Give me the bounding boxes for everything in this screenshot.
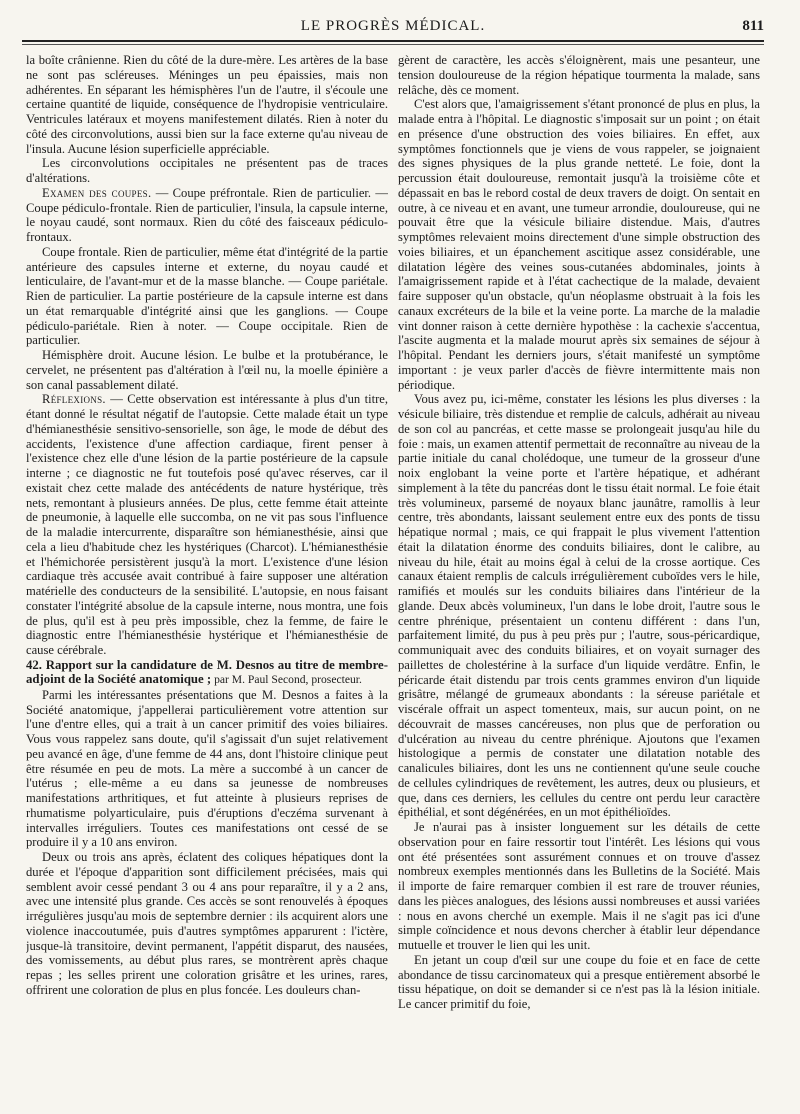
right-column [398, 53, 760, 1103]
left-column [26, 53, 388, 1103]
paragraph [26, 186, 388, 245]
header-rule-thick [22, 40, 764, 42]
paragraph: En jetant un coup d'œil sur une coupe du foie et en face de cette abondance de tissu carcinomateux qui a presque entièrement absorbé le tissu hépatique, on doit se demander si ce n'est pas là la lésion initiale. Le cancer primitif du foie, [398, 952, 760, 1011]
paragraph: Parmi les intéressantes présentations que M. Desnos a faites à la Société anatomique, j'appellerai particulièrement votre attention sur l'une d'entre elles, qui a trait à un cancer primitif des voies biliaires. Vous vous rappelez sans doute, qu'il s'agissait d'un sujet relativement peu avancé en âge, d'une femme de 44 ans, dont l'histoire clinique peut être résumée en peu de mots. La mère a succombé à un cancer de l'utérus ; elle-même a eu dans sa jeunesse de nombreuses manifestations arthritiques, et fut atteinte à plusieurs reprises de rhumatisme polyarticulaire, puis d'éruptions d'eczéma survenant à intervalles irréguliers. Toutes ces manifestations ont cessé de se produire il y a 10 ans environ. [26, 687, 388, 850]
section-label: Examen des coupes. [42, 185, 152, 200]
paragraph: Vous avez pu, ici-même, constater les lésions les plus diverses : la vésicule biliaire, très distendue et remplie de calculs, adhérait au niveau de son col au pancréas, et cette masse se prolongeait jusqu'au hile du foie : mais, un examen attentif permettait de reconnaître au niveau de la partie initiale du canal cholédoque, une tumeur de la grosseur d'une noix englobant la veine porte et l'artère hépatique, et adhérant simplement à la tête du pancréas dont le tissu était normal. Le foie était très volumineux, parsemé de noyaux blanc jaunâtre, ramollis à leur centre, très abondants, laissant seulement entre eux des ponts de tissu hépatique normal ; mais, ce qui frappait le plus vivement l'attention était la dilatation énorme des conduits biliaires, dont le calibre, au niveau du hile, était au moins égal à celui de la crosse aortique. Ces canaux étaient remplis de calculs irrégulièrement cuboïdes vers le hile, ramifiés et moulés sur les conduits biliaires dans l'intérieur de la glande. Deux abcès volumineux, l'un dans le lobe droit, l'autre sous le centre phrénique, présentaient un contenu différent : dans l'un, parfaitement limité, du pus à peu près pur ; l'autre, sous-péricardique, communiquait avec des conduits biliaires, et on voyait surnager des paillettes de cholestérine à la surface d'un liquide verdâtre. Enfin, le péricarde était distendu par trois cents grammes environ d'un liquide grisâtre, mélangé de grumeaux abondants : la séreuse pariétale et viscérale offrait un aspect tomenteux, mais, sur aucun point, on ne découvrait de masses cancéreuses, non plus que de perforation ou d'ulcération au niveau du centre phrénique. Ajoutons que l'examen histologique a permis de constater une dilatation notable des canalicules biliaires, dont les uns ne contiennent qu'une seule couche de cellules cylindriques de revêtement, les autres, deux ou plusieurs, et que, dans ces derniers, les cellules du centre ont perdu leur caractère épithélial, et sont dégénérées, en un mot épithélioïdes. [398, 392, 760, 820]
journal-title: LE PROGRÈS MÉDICAL. [300, 18, 486, 34]
page-number: 811 [742, 18, 764, 34]
paragraph [26, 392, 388, 658]
paragraph: Coupe frontale. Rien de particulier, même état d'intégrité de la partie antérieure des capsules interne et externe, du noyau caudé et lenticulaire, de l'avant-mur et de la masse blanche. — Coupe pariétale. Rien de particulier. La partie postérieure de la capsule interne est dans un état remarquable d'intégrité ainsi que les ganglions. — Coupe pédiculo-pariétale. Rien à noter. — Coupe occipitale. Rien de particulier. [26, 244, 388, 348]
running-header [22, 16, 764, 38]
paragraph-text: — Coupe préfrontale. Rien de particulier. — Coupe pédiculo-frontale. Rien de particulier, l'insula, la capsule interne, le noyau caudé, sont normaux. Rien du côté des faisceaux pédiculo-frontaux. [26, 185, 388, 244]
article-heading [26, 658, 388, 688]
paragraph: gèrent de caractère, les accès s'éloignèrent, mais une pesanteur, une tension douloureuse de la région hépatique tourmenta la malade, sans relâche, dès ce moment. [398, 53, 760, 97]
header-rule-thin [22, 44, 764, 45]
paragraph: Hémisphère droit. Aucune lésion. Le bulbe et la protubérance, le cervelet, ne présentent pas d'altération à l'œil nu, la moelle épinière a son canal passablement dilaté. [26, 348, 388, 392]
article-title: 42. Rapport sur la candidature de M. Desnos au titre de membre-adjoint de la Société anatomique ; [26, 657, 388, 687]
paragraph: Les circonvolutions occipitales ne présentent pas de traces d'altérations. [26, 156, 388, 185]
paragraph: Je n'aurai pas à insister longuement sur les détails de cette observation pour en faire ressortir tout l'intérêt. Les lésions qui vous ont été présentées sont assurément connues et on trouve d'assez nombreux exemples mentionnés dans les Bulletins de la Société. Mais il importe de faire remarquer combien il est rare de trouver réunies, dans les pièces analogues, des lésions aussi nombreuses et aussi variées : nous en avons cherché un exemple. Mais il ne s'agit pas ici d'une simple coïncidence et nous devons chercher à établir leur dépendance mutuelle et trouver le lien qui les unit. [398, 820, 760, 952]
section-label: Réflexions. [42, 392, 106, 407]
paragraph-text: — Cette observation est intéressante à plus d'un titre, étant donné le résultat négatif de l'autopsie. Cette malade était un type d'hémianesthésie sensitivo-sensorielle, son âge, le mode de début des accidents, l'existence d'une affection cardiaque, firent penser à l'existence chez elle d'une lésion de la partie postérieure de la capsule interne ; ce diagnostic ne fut toutefois posé qu'avec réserves, car il existait chez cette malade des antécédents de nature hystérique, très nets, remontant à plusieurs années. De plus, cette femme était atteinte de pneumonie, à laquelle elle succomba, on ne vit pas sous l'influence de la maladie intercurrente, disparaître son hémianesthésie, ainsi que cela a lieu d'habitude chez les hystériques (Charcot). L'hémianesthésie et l'hémichorée persistèrent jusqu'à la mort. L'existence d'une lésion cardiaque très accusée avait contribué à faire supposer une altération matérielle des conducteurs de la sensibilité. L'autopsie, en nous faisant constater l'intégrité absolue de la capsule interne, nous montra, une fois de plus, qu'il est à peu près impossible, chez la femme, de faire le diagnostic entre l'hémianesthésie hystérique et l'hémianesthésie de cause cérébrale. [26, 392, 388, 657]
article-author: par M. Paul Second, prosecteur. [211, 673, 362, 687]
paragraph: Deux ou trois ans après, éclatent des coliques hépatiques dont la durée et l'époque d'apparition sont difficilement précisées, mais qui semblent avoir cessé pendant 3 ou 4 ans pour reparaître, il y a 2 ans, avec une intensité plus grande. Ces accès se sont renouvelés à époques irrégulières jusqu'au mois de septembre dernier : ils acquirent alors une violence inaccoutumée, puis d'autres symptômes apparurent : l'ictère, jusque-là transitoire, devint permanent, l'appétit disparut, des nausées, des vomissements, au début plus rares, se montrèrent après chaque repas ; les selles prirent une coloration grisâtre et les urines, rares, offrirent une coloration de plus en plus foncée. Les douleurs chan- [26, 850, 388, 997]
paragraph: la boîte crânienne. Rien du côté de la dure-mère. Les artères de la base ne sont pas scléreuses. Méninges un peu épaissies, mais non adhérentes. En séparant les hémisphères l'un de l'autre, il s'écoule une certaine quantité de liquide, conséquence de l'hydropisie ventriculaire. Ventricules latéraux et moyens manifestement dilatés. Rien à noter du côté des circonvolutions, aussi bien sur la face externe qu'au niveau de l'insula. Aucune lésion superficielle appréciable. [26, 53, 388, 156]
paragraph: C'est alors que, l'amaigrissement s'étant prononcé de plus en plus, la malade entra à l'hôpital. Le diagnostic s'imposait sur un point ; on était en présence d'une obstruction des voies biliaires. En effet, aux symptômes fonctionnels que je viens de vous rappeler, se joignaient des signes physiques de la plus grande netteté. Le foie, dont la percussion était douloureuse, remontait jusqu'à la troisième côte et dépassait en bas le rebord costal de deux travers de doigt. On sentait en outre, à ce niveau et en avant, une tumeur arrondie, douloureuse, qui ne pouvait être que la vésicule biliaire distendue. Mais, d'autres symptômes relevaient moins directement d'une simple obstruction des voies biliaires, et un épanchement ascitique assez considérable, une dilatation légère des veines sous-cutanées abdominales, joints à l'amaigrissement rapide et à l'état cachectique de la malade, devaient faire supposer qu'un obstacle, qu'un néoplasme obstruait à la fois les canaux excréteurs de la bile et la veine porte. La marche de la maladie vint donner raison à cette dernière hypothèse : la cachexie s'accentua, l'ascite augmenta et la malade mourut après six semaines de séjour à l'hôpital. Pendant les derniers jours, s'était manifesté un symptôme important : je veux parler d'accès de fièvre intermittente mais non périodique. [398, 97, 760, 392]
